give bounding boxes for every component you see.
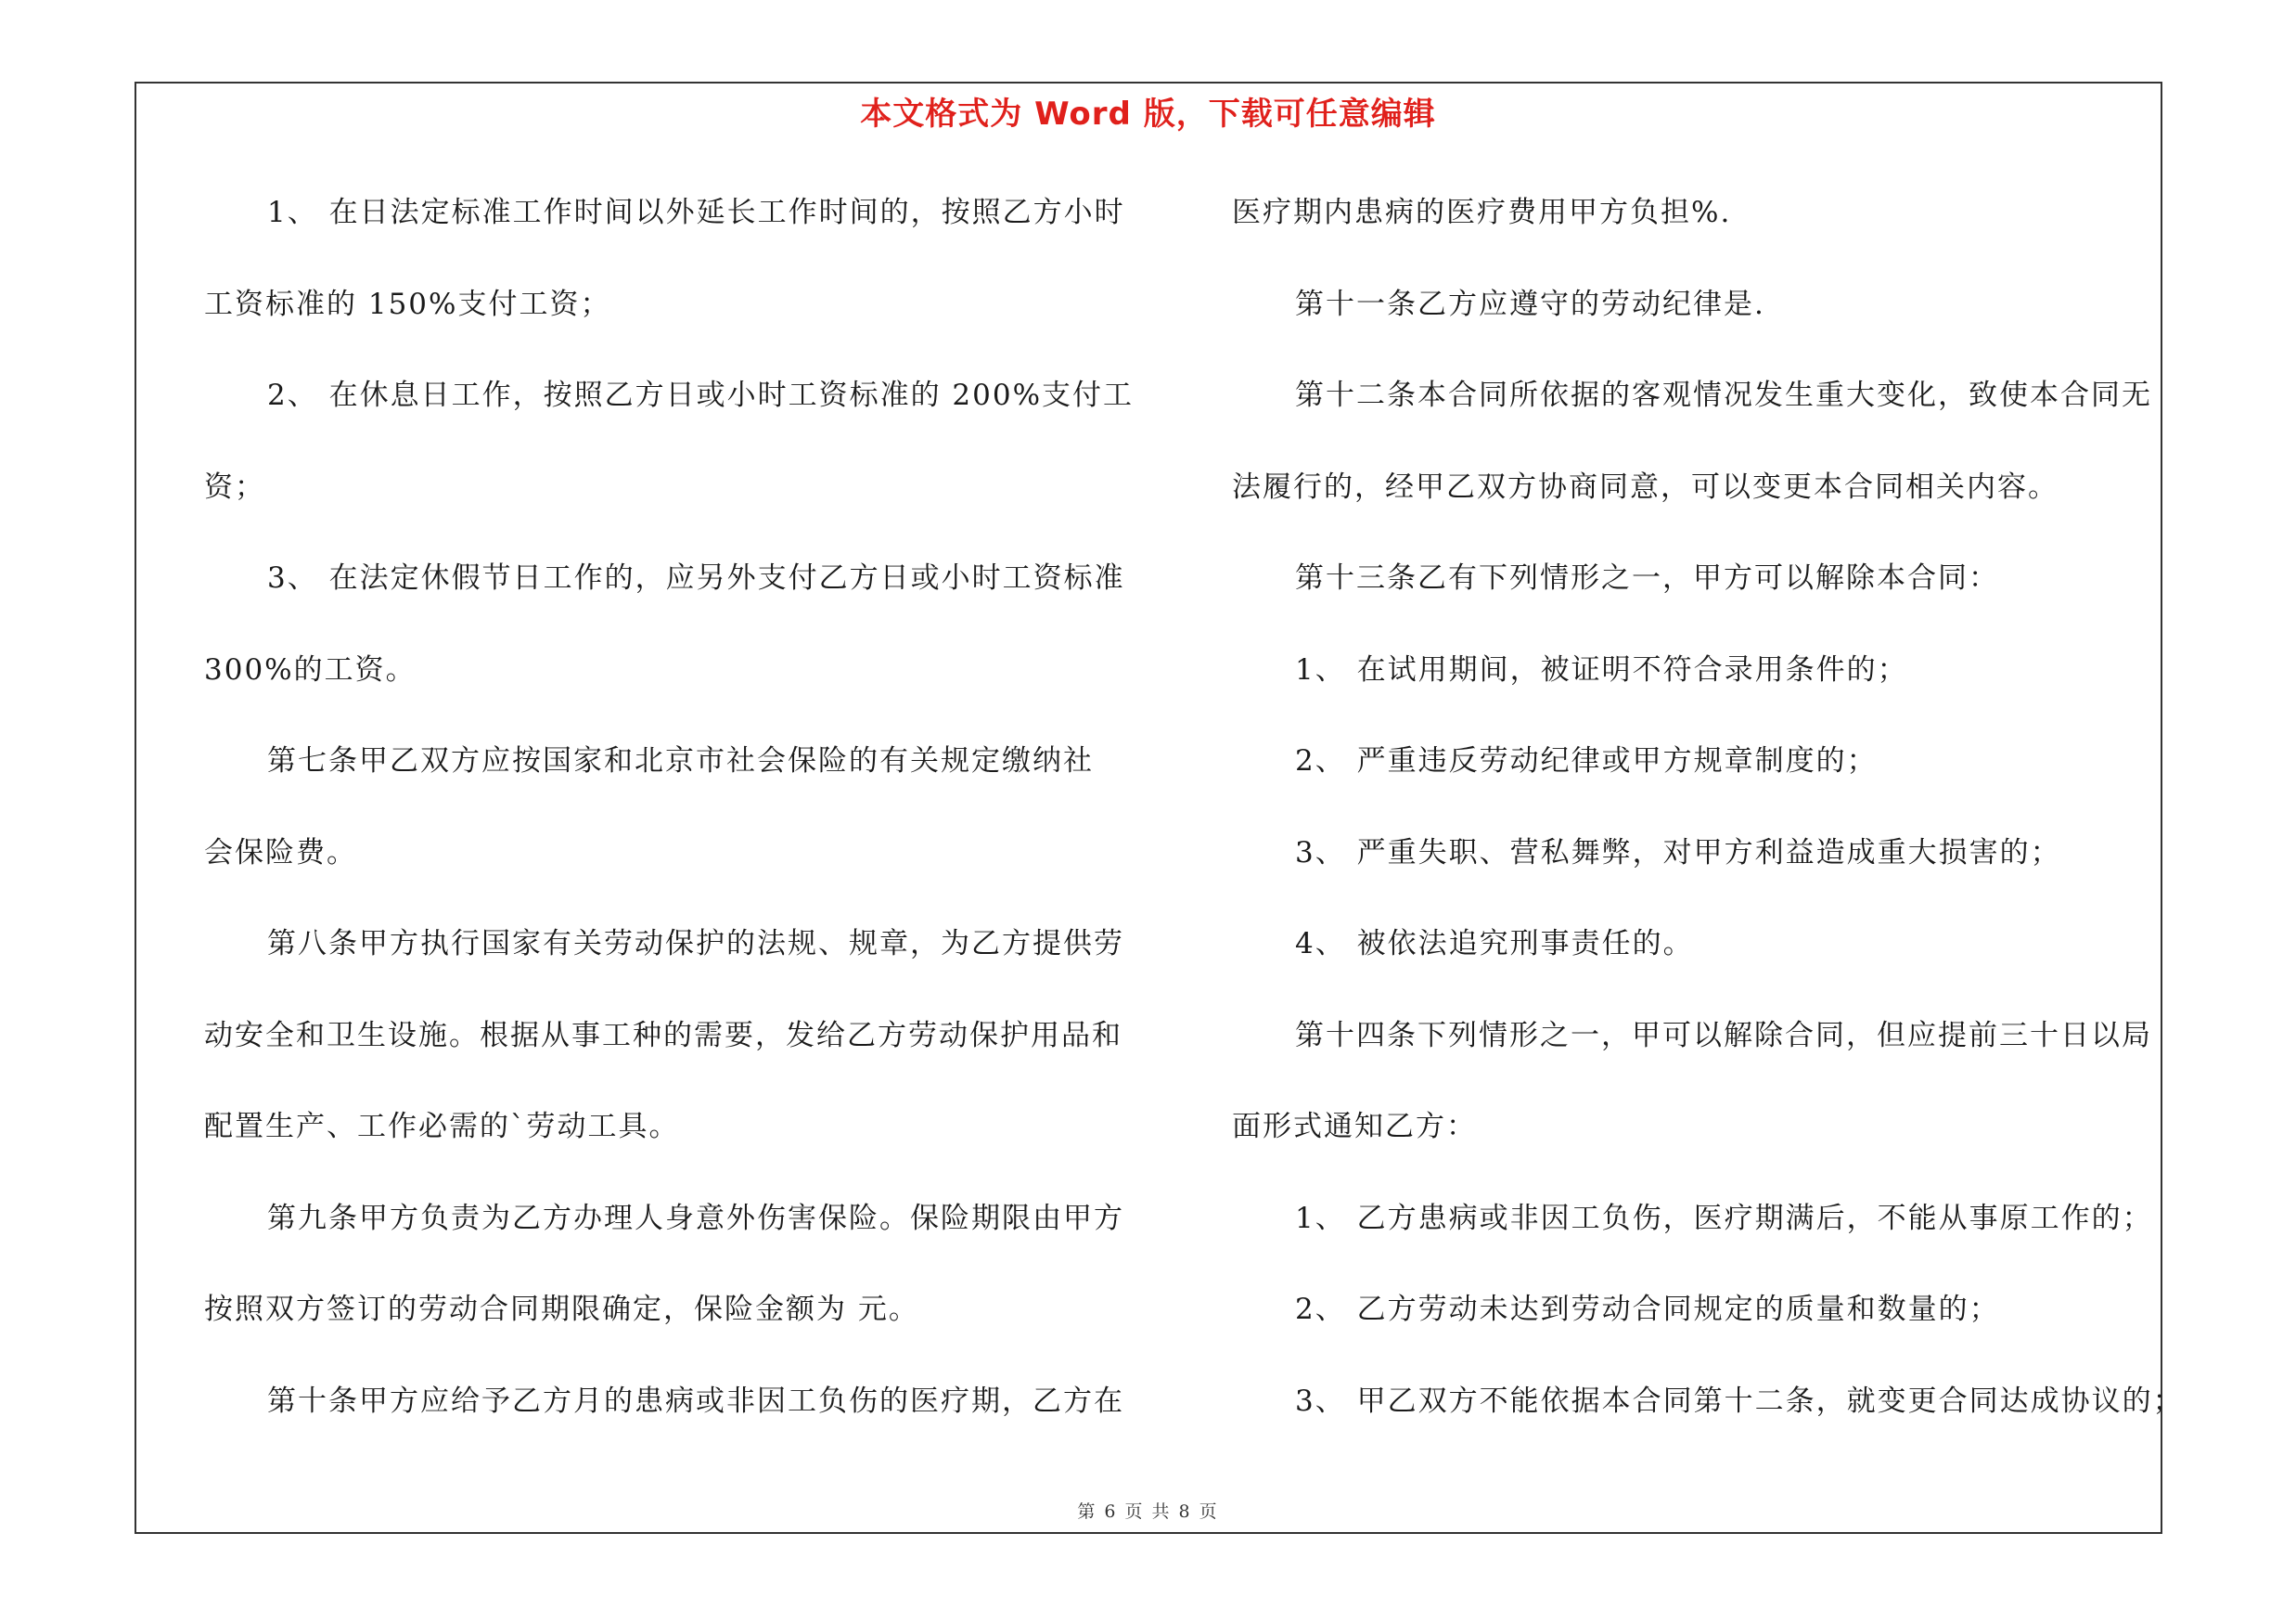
text-line: 2、 在休息日工作，按照乙方日或小时工资标准的 200%支付工	[267, 379, 1135, 412]
text-line: 3、 严重失职、营私舞弊，对甲方利益造成重大损害的；	[1295, 835, 2061, 869]
text-line: 动安全和卫生设施。根据从事工种的需要，发给乙方劳动保护用品和	[204, 1018, 1122, 1052]
text-line: 第七条甲乙双方应按国家和北京市社会保险的有关规定缴纳社	[267, 744, 1094, 778]
text-line: 2、 严重违反劳动纪律或甲方规章制度的；	[1295, 744, 1878, 778]
text-line: 资；	[204, 470, 265, 504]
text-line: 2、 乙方劳动未达到劳动合同规定的质量和数量的；	[1295, 1293, 2000, 1326]
text-line: 法履行的，经甲乙双方协商同意，可以变更本合同相关内容。	[1232, 470, 2059, 504]
text-line: 第九条甲方负责为乙方办理人身意外伤害保险。保险期限由甲方	[267, 1201, 1124, 1235]
text-line: 按照双方签订的劳动合同期限确定，保险金额为 元。	[204, 1293, 919, 1326]
text-line: 1、 在试用期间，被证明不符合录用条件的；	[1295, 652, 1908, 687]
text-line: 工资标准的 150%支付工资；	[204, 287, 611, 321]
text-line: 3、 甲乙双方不能依据本合同第十二条，就变更合同达成协议的；	[1295, 1384, 2184, 1418]
text-line: 第十一条乙方应遵守的劳动纪律是.	[1295, 287, 1765, 321]
text-line: 配置生产、工作必需的`劳动工具。	[204, 1110, 680, 1143]
text-line: 第十二条本合同所依据的客观情况发生重大变化，致使本合同无	[1295, 379, 2152, 412]
text-line: 医疗期内患病的医疗费用甲方负担%.	[1232, 196, 1732, 229]
format-notice-banner: 本文格式为 Word 版，下载可任意编辑	[860, 96, 1436, 133]
text-line: 第十条甲方应给予乙方月的患病或非因工负伤的医疗期，乙方在	[267, 1384, 1124, 1418]
left-text-column	[204, 182, 1135, 1462]
text-line: 3、 在法定休假节日工作的，应另外支付乙方日或小时工资标准	[267, 561, 1125, 595]
text-line: 4、 被依法追究刑事责任的。	[1295, 927, 1694, 960]
text-line: 300%的工资。	[204, 652, 417, 687]
page-number-footer: 第 6 页 共 8 页	[1077, 1501, 1219, 1522]
text-line: 1、 在日法定标准工作时间以外延长工作时间的，按照乙方小时	[267, 196, 1125, 229]
text-line: 第八条甲方执行国家有关劳动保护的法规、规章，为乙方提供劳	[267, 927, 1124, 960]
text-line: 第十四条下列情形之一，甲可以解除合同，但应提前三十日以局	[1295, 1018, 2152, 1052]
text-line: 面形式通知乙方：	[1232, 1110, 1477, 1143]
text-line: 会保险费。	[204, 835, 357, 869]
text-line: 1、 乙方患病或非因工负伤，医疗期满后，不能从事原工作的；	[1295, 1201, 2153, 1235]
text-line: 第十三条乙有下列情形之一，甲方可以解除本合同：	[1295, 561, 1999, 595]
right-text-column	[1232, 182, 2184, 1462]
